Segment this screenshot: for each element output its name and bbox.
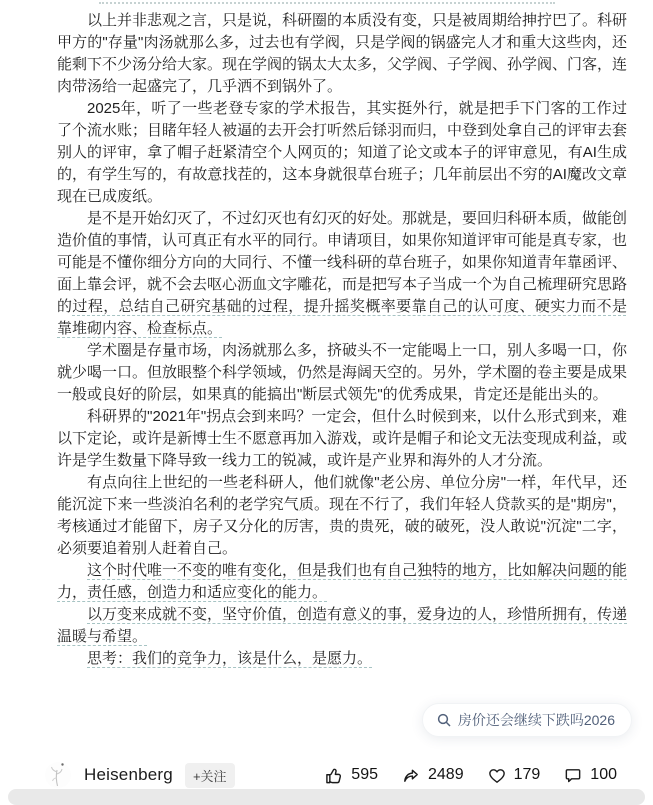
paragraph-underlined: 以万变来成就不变，坚守价值，创造有意义的事，爱身边的人，珍惜所拥有，传递温暖与希望。 [57, 606, 628, 645]
heart-button[interactable] [487, 766, 541, 785]
paragraph-text-underlined: 过程，总结自己研究基础的过程，提升摇奖概率要靠自己的认可度、硬实力而不是靠堆砌内容、检查标点。 [57, 298, 627, 337]
engagement-stats [325, 766, 617, 785]
follow-button[interactable]: +关注 [185, 763, 235, 788]
paragraph-underlined: 这个时代唯一不变的唯有变化，但是我们也有自己独特的地方，比如解决问题的能力，责任感，创造力和适应变化的能力。 [57, 562, 628, 601]
paragraph [57, 208, 627, 340]
avatar[interactable] [45, 762, 71, 788]
paragraph: 2025年，听了一些老登专家的学术报告，其实挺外行，就是把手下门客的工作过了个流水账；目睹年轻人被逼的去开会打听然后铩羽而归，中登到处拿自己的评审去套别人的评审，拿了帽子赶紧清空个人网页的；知道了论文或本子的评审意见，有AI生成的，有学生写的，有故意找茬的，这本身就很草台班子；几年前层出不穷的AI魔改文章现在已成废纸。 [57, 100, 628, 205]
search-suggestion-pill[interactable] [422, 703, 632, 737]
thumbs-up-icon [325, 766, 344, 785]
paragraph-underlined: 思考：我们的竞争力，该是什么，是愿力。 [87, 650, 373, 667]
author-bar [45, 760, 617, 790]
magnifier-icon [437, 713, 451, 727]
share-count: 2489 [428, 766, 464, 783]
author-name[interactable]: Heisenberg [84, 765, 173, 784]
like-count: 595 [351, 766, 378, 783]
search-suggestion-text: 房价还会继续下跌吗2026 [457, 712, 615, 728]
share-button[interactable] [401, 766, 464, 785]
paragraph: 学术圈是存量市场，肉汤就那么多，挤破头不一定能喝上一口，别人多喝一口，你就少喝一口。但放眼整个科学领域，仍然是海阔天空的。另外，学术圈的卷主要是成果一般或良好的阶层，如果真的能搞出"断层式领先"的优秀成果，肯定还是能出头的。 [57, 342, 628, 403]
paragraph: 以上并非悲观之言，只是说，科研圈的本质没有变，只是被周期给抻拧巴了。科研甲方的"存量"肉汤就那么多，过去也有学阀，只是学阀的锅盛完人才和重大这些肉，还能剩下不少汤分给大家。现在学阀的锅太大太多，父学阀、子学阀、孙学阀、门客，连肉带汤给一起盛完了，几乎洒不到锅外了。 [57, 12, 628, 95]
comment-count: 100 [590, 766, 617, 783]
share-icon [401, 766, 421, 785]
paragraph: 科研界的"2021年"拐点会到来吗？一定会，但什么时候到来，以什么形式到来，难以下定论，或许是新博士生不愿意再加入游戏，或许是帽子和论文无法变现成利益，或许是学生数量下降导致一线力工的锐减，或许是产业界和海外的人才分流。 [57, 408, 628, 469]
heart-count: 179 [513, 766, 541, 783]
comment-icon [563, 766, 583, 785]
paragraph-text: 是不是开始幻灭了，不过幻灭也有幻灭的好处。那就是，要回归科研本质，做能创造价值的事情，认可真正有水平的同行。申请项目，如果你知道评审可能是真专家，也可能是不懂你细分方向的大同行、不懂一线科研的草台班子，如果你知道青年靠函评、面上靠会评，就不会去呕心沥血文字雕花，而是把写本子当成一个为自己梳理研究思路的 [57, 210, 628, 315]
bottom-input-bar[interactable] [8, 789, 645, 805]
like-button[interactable] [325, 766, 378, 785]
heart-icon [487, 766, 507, 785]
paragraph: 有点向往上世纪的一些老科研人，他们就像"老公房、单位分房"一样，年代早，还能沉淀下来一些淡泊名利的老学究气质。现在不行了，我们年轻人贷款买的是"期房"，考核通过才能留下，房子又分化的厉害，贵的贵死，破的破死，没人敢说"沉淀"二字，必须要追着别人赶着自己。 [57, 474, 627, 557]
comment-button[interactable] [563, 766, 617, 785]
